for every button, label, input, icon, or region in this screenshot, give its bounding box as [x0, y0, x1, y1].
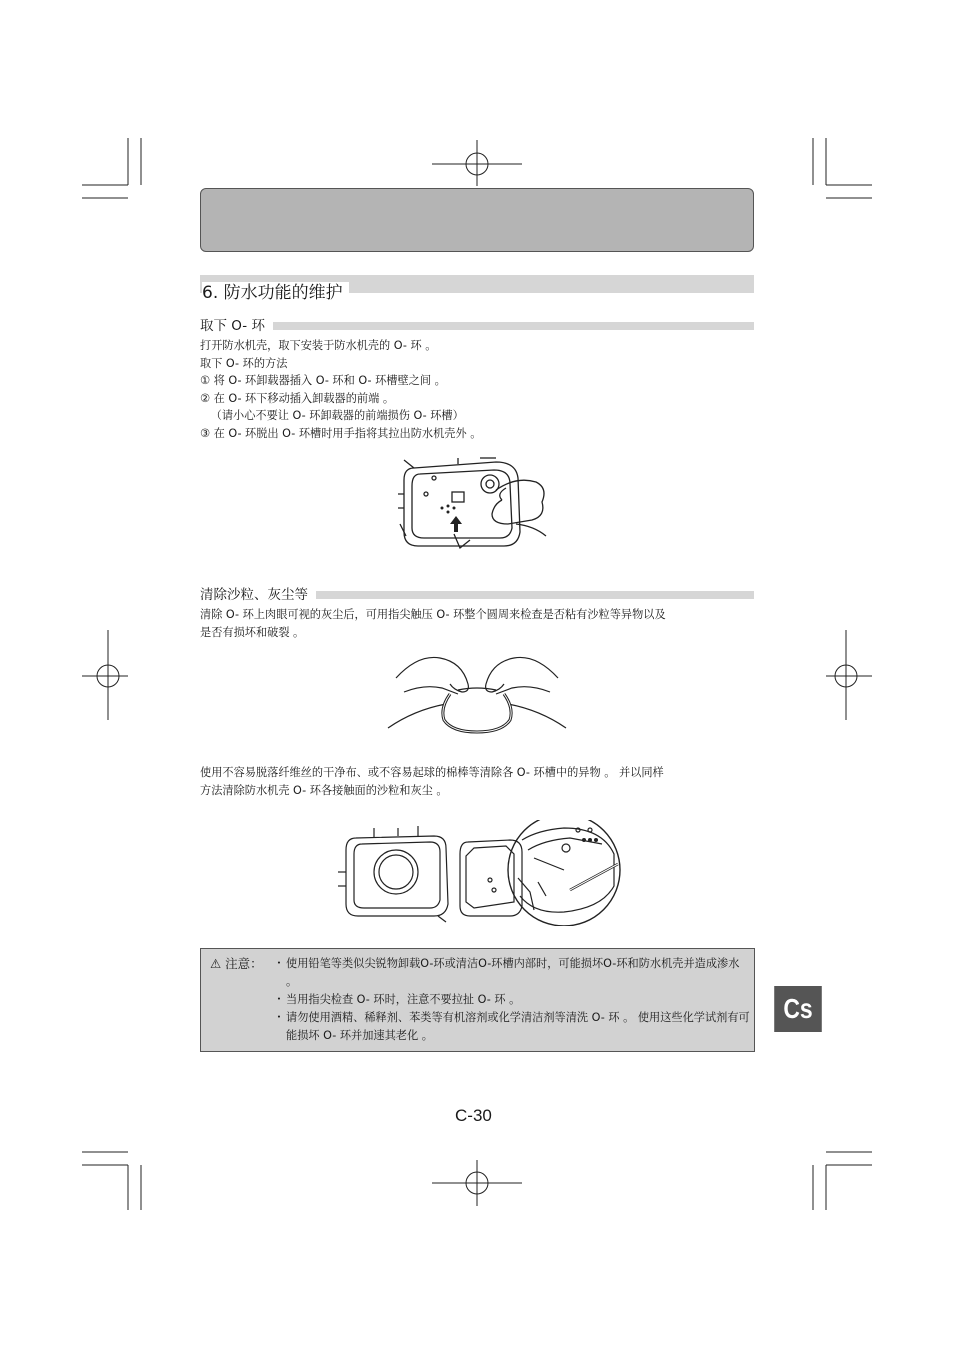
caution-label: ⚠ 注意： — [210, 956, 263, 971]
bullet: ・ — [273, 1011, 285, 1024]
clean-heading: 清除沙粒、灰尘等 — [200, 587, 308, 603]
text-line: ② 在 O- 环下移动插入卸载器的前端 。 — [200, 391, 395, 405]
text-line: ① 将 O- 环卸载器插入 O- 环和 O- 环槽壁之间 。 — [200, 374, 446, 387]
caution-text: 使用铅笔等类似尖锐物卸载O-环或清洁O-环槽内部时，可能损坏O-环和防水机壳并造成渗水 。 — [286, 957, 740, 988]
header-banner — [200, 188, 754, 252]
text-line: 取下 O- 环的方法 — [200, 356, 288, 370]
text-line: 打开防水机壳，取下安装于防水机壳的 O- 环 。 — [200, 339, 437, 352]
caution-item — [272, 1009, 750, 1045]
bullet: ・ — [273, 993, 285, 1006]
clean-body-2 — [200, 764, 756, 799]
remove-heading: 取下 O- 环 — [200, 318, 265, 334]
bullet: ・ — [273, 957, 285, 970]
language-tab: Cs — [774, 986, 822, 1032]
page-number: C-30 — [455, 1106, 492, 1125]
caution-list — [272, 955, 750, 1045]
text-line: 是否有损坏和破裂 。 — [200, 625, 305, 639]
o-ring-removal-illustration — [396, 454, 556, 554]
heading-rule — [273, 322, 754, 330]
remove-body — [200, 337, 756, 442]
heading-rule — [316, 591, 754, 599]
text-line: 使用不容易脱落纤维丝的干净布、或不容易起球的棉棒等清除各 O- 环槽中的异物 。 并以同样 — [200, 766, 664, 779]
caution-item — [272, 991, 750, 1009]
text-line: 方法清除防水机壳 O- 环各接触面的沙粒和灰尘 。 — [200, 783, 448, 797]
o-ring-groove-cleaning-illustration — [334, 820, 624, 926]
caution-text: 请勿使用酒精、稀释剂、苯类等有机溶剂或化学清洁剂等清洗 O- 环 。 使用这些化学试剂有可能损坏 O- 环并加速其老化 。 — [286, 1011, 750, 1042]
text-line: 清除 O- 环上肉眼可视的灰尘后，可用指尖触压 O- 环整个圆周来检查是否粘有沙粒等异物以及 — [200, 608, 666, 621]
o-ring-fingertip-check-illustration — [384, 648, 570, 736]
caution-item — [272, 955, 750, 991]
clean-body — [200, 606, 756, 641]
section-title: 6. 防水功能的维护 — [202, 282, 349, 304]
text-line: （请小心不要让 O- 环卸载器的前端损伤 O- 环槽） — [200, 409, 464, 422]
caution-text: 当用指尖检查 O- 环时，注意不要拉扯 O- 环 。 — [286, 993, 521, 1006]
clean-heading-row — [200, 587, 754, 603]
text-line: ③ 在 O- 环脱出 O- 环槽时用手指将其拉出防水机壳外 。 — [200, 426, 482, 440]
remove-heading-row — [200, 318, 754, 334]
